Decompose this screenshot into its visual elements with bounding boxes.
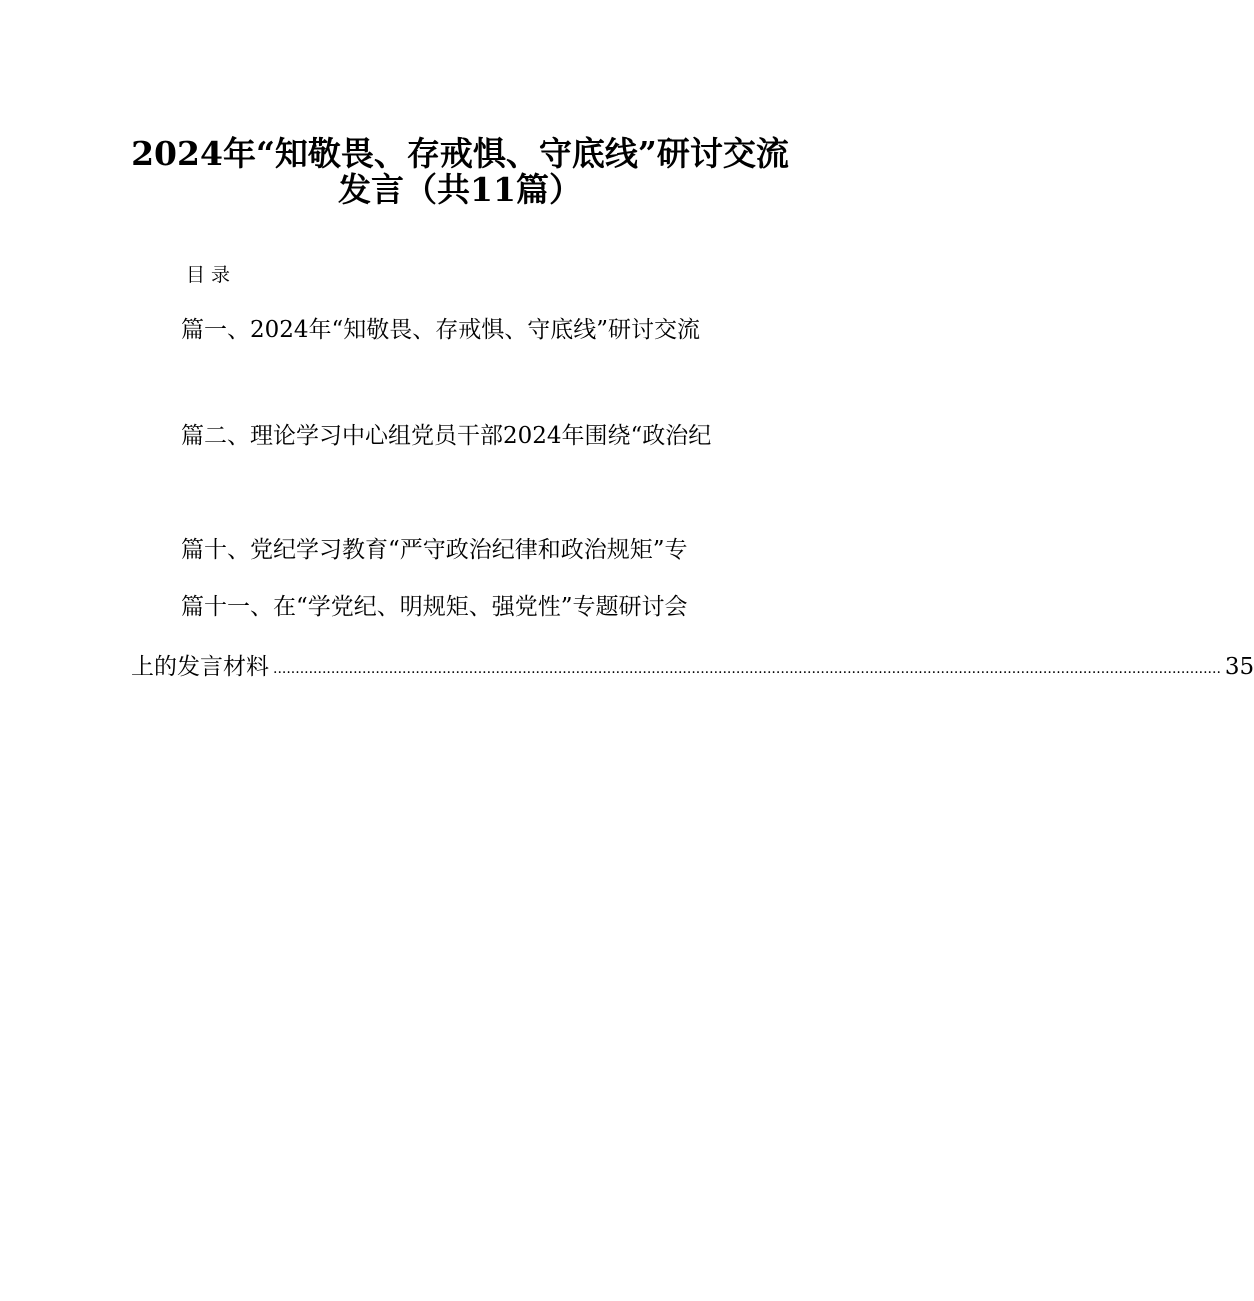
toc-page-number: 35 (1224, 654, 1254, 680)
toc-entry[interactable]: 篇十、党纪学习教育“严守政治纪律和政治规矩”专 (181, 537, 688, 563)
toc-heading: 目录 (186, 264, 237, 286)
toc-entry[interactable]: 篇十一、在“学党纪、明规矩、强党性”专题研讨会 (181, 594, 688, 620)
toc-dot-leader: ..................................................................................................................................................................................................................... (273, 661, 1221, 677)
toc-entry-with-page[interactable] (131, 652, 1254, 685)
toc-entry[interactable]: 篇一、2024年“知敬畏、存戒惧、守底线”研讨交流 (181, 317, 701, 343)
document-title-line-1: 2024年“知敬畏、存戒惧、守底线”研讨交流 (131, 134, 789, 173)
toc-entry-text: 上的发言材料 (131, 654, 269, 680)
toc-entry[interactable]: 篇二、理论学习中心组党员干部2024年围绕“政治纪 (181, 423, 712, 449)
document-title-line-2: 发言（共11篇） (338, 170, 582, 209)
